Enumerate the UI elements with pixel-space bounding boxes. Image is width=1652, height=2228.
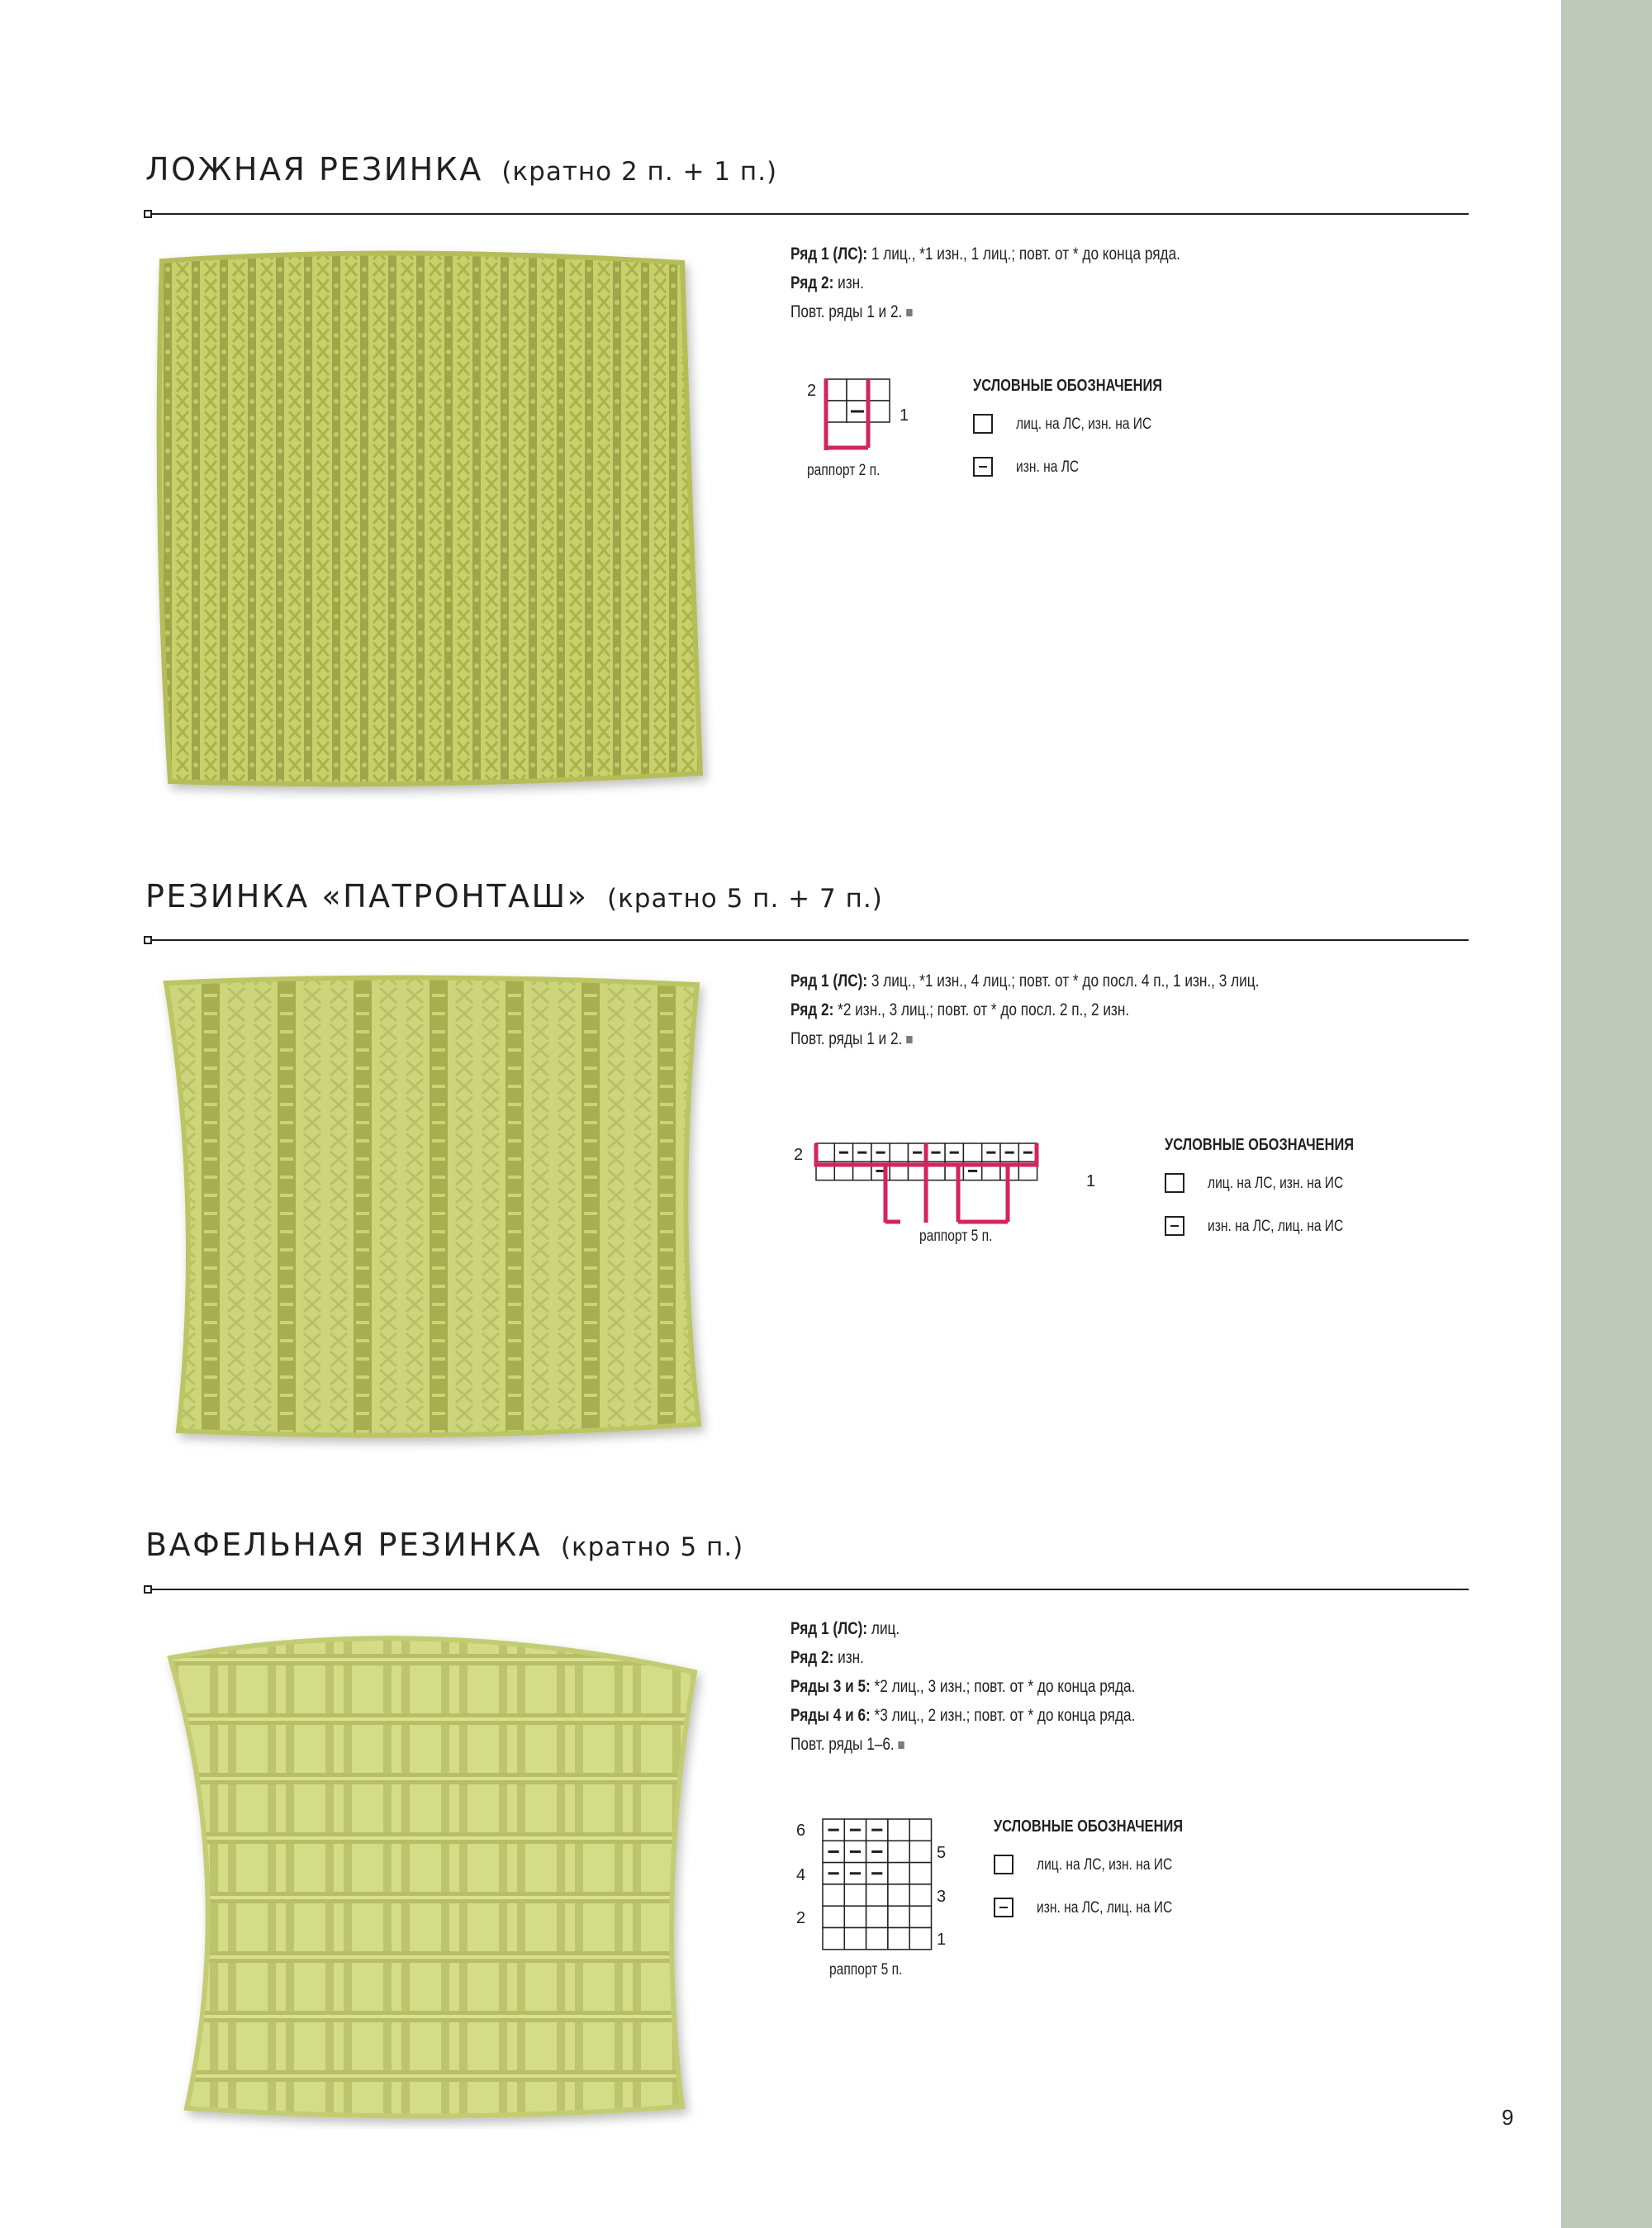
legend-item (973, 414, 1203, 457)
instruction-row-1: Ряд 1 (ЛС): лиц. (790, 1619, 900, 1638)
chart-repeat-label: раппорт 2 п. (807, 462, 881, 479)
section-title-multiple: (кратно 2 п. + 1 п.) (501, 157, 778, 187)
chart-row-label: 1 (900, 406, 909, 425)
section-title (145, 878, 883, 914)
section-title-multiple: (кратно 5 п.) (560, 1532, 744, 1562)
chart-row-label: 3 (937, 1888, 947, 1906)
instruction-row-2: Ряд 2: изн. (790, 1648, 864, 1667)
chart-repeat-label: раппорт 5 п. (919, 1228, 993, 1245)
section-title-multiple: (кратно 5 п. + 7 п.) (606, 884, 883, 914)
empty-box-icon (994, 1855, 1014, 1874)
swatch-photo-false-rib (145, 245, 724, 800)
chart-row-label: 2 (807, 382, 817, 400)
instruction-row-1: Ряд 1 (ЛС): 1 лиц., *1 изн., 1 лиц.; повт. от * до конца ряда. (790, 245, 1180, 264)
stitch-chart-false-rib (797, 376, 921, 483)
chart-cell (909, 1928, 931, 1950)
section-title-main: РЕЗИНКА «ПАТРОНТАШ» (145, 878, 589, 914)
instruction-repeat: Повт. ряды 1 и 2. (790, 1024, 1259, 1053)
page-number: 9 (1502, 2105, 1514, 2130)
legend-title: УСЛОВНЫЕ ОБОЗНАЧЕНИЯ (973, 377, 1163, 395)
stitch-chart-waffle-rib (793, 1816, 958, 1979)
legend-item-text: лиц. на ЛС, изн. на ИС (1016, 416, 1152, 433)
end-square-icon (906, 309, 912, 316)
legend-bandolier-rib (1165, 1136, 1395, 1259)
legend-item-text: лиц. на ЛС, изн. на ИС (1208, 1175, 1344, 1192)
instruction-repeat: Повт. ряды 1 и 2. (790, 297, 1180, 326)
instructions-waffle-rib (790, 1614, 1135, 1759)
section-rule (145, 213, 1469, 215)
chart-cell (823, 1928, 844, 1950)
legend-title: УСЛОВНЫЕ ОБОЗНАЧЕНИЯ (994, 1817, 1184, 1836)
legend-item-text: изн. на ЛС, лиц. на ИС (1037, 1899, 1173, 1917)
chart-cell (963, 1143, 981, 1162)
section-title (145, 151, 778, 188)
section-rule (145, 939, 1469, 941)
chart-row-label: 5 (937, 1844, 947, 1862)
instructions-false-rib (790, 240, 1180, 326)
chart-cell (866, 1884, 888, 1906)
empty-box-icon (973, 414, 993, 434)
dash-box-icon (973, 457, 993, 477)
instruction-repeat: Повт. ряды 1–6. (790, 1730, 1135, 1759)
legend-item (1165, 1173, 1395, 1216)
instruction-rows-4-6: Ряды 4 и 6: *3 лиц., 2 изн.; повт. от * до конца ряда. (790, 1706, 1136, 1725)
empty-box-icon (1165, 1173, 1184, 1193)
section-title-main: ЛОЖНАЯ РЕЗИНКА (145, 151, 483, 188)
side-band (1561, 0, 1652, 2228)
chart-cell (823, 1906, 844, 1927)
section-title (145, 1529, 743, 1561)
chart-cell (888, 1819, 909, 1841)
legend-item (994, 1898, 1224, 1941)
chart-cell (909, 1906, 931, 1927)
legend-false-rib (973, 377, 1203, 500)
chart-row-label: 1 (1086, 1172, 1096, 1190)
chart-cell (866, 1928, 888, 1950)
end-square-icon (899, 1741, 904, 1749)
chart-cell (909, 1819, 931, 1841)
dash-box-icon (994, 1898, 1014, 1917)
legend-title: УСЛОВНЫЕ ОБОЗНАЧЕНИЯ (1165, 1136, 1355, 1154)
chart-cell (823, 1884, 844, 1906)
chart-cell (844, 1906, 866, 1927)
chart-cell (888, 1906, 909, 1927)
chart-row-label: 4 (796, 1866, 806, 1884)
chart-row-label: 1 (937, 1931, 947, 1949)
legend-waffle-rib (994, 1817, 1224, 1941)
chart-cell (844, 1884, 866, 1906)
chart-row-label: 2 (794, 1146, 804, 1164)
chart-row-label: 6 (796, 1822, 806, 1840)
dash-box-icon (1165, 1216, 1184, 1236)
stitch-chart-bandolier-rib (789, 1140, 1103, 1243)
swatch-photo-waffle-rib (145, 1621, 724, 2129)
legend-item (994, 1855, 1224, 1898)
swatch-photo-bandolier-rib (145, 968, 724, 1452)
instruction-row-2: Ряд 2: изн. (790, 273, 864, 292)
chart-cell (816, 1143, 834, 1162)
chart-cell (866, 1906, 888, 1927)
section-rule (145, 1589, 1469, 1590)
chart-cell (844, 1928, 866, 1950)
chart-cell (888, 1928, 909, 1950)
instruction-row-2: Ряд 2: *2 изн., 3 лиц.; повт. от * до посл. 2 п., 2 изн. (790, 1000, 1130, 1019)
chart-cell (888, 1863, 909, 1884)
chart-cell (909, 1863, 931, 1884)
instruction-row-1: Ряд 1 (ЛС): 3 лиц., *1 изн., 4 лиц.; повт. от * до посл. 4 п., 1 изн., 3 лиц. (790, 971, 1260, 990)
legend-item (973, 457, 1203, 500)
legend-item-text: изн. на ЛС, лиц. на ИС (1208, 1218, 1344, 1235)
chart-row-label: 2 (796, 1909, 806, 1927)
instruction-rows-3-5: Ряды 3 и 5: *2 лиц., 3 изн.; повт. от * до конца ряда. (790, 1677, 1136, 1696)
legend-item-text: лиц. на ЛС, изн. на ИС (1037, 1856, 1173, 1874)
chart-repeat-label: раппорт 5 п. (829, 1961, 903, 1979)
chart-cell (890, 1143, 908, 1162)
instructions-bandolier-rib (790, 967, 1259, 1053)
chart-cell (909, 1884, 931, 1906)
chart-cell (888, 1841, 909, 1862)
legend-item-text: изн. на ЛС (1016, 458, 1080, 476)
legend-item (1165, 1216, 1395, 1259)
chart-cell (888, 1884, 909, 1906)
section-title-main: ВАФЕЛЬНАЯ РЕЗИНКА (145, 1527, 543, 1563)
chart-cell (909, 1841, 931, 1862)
end-square-icon (906, 1036, 912, 1043)
